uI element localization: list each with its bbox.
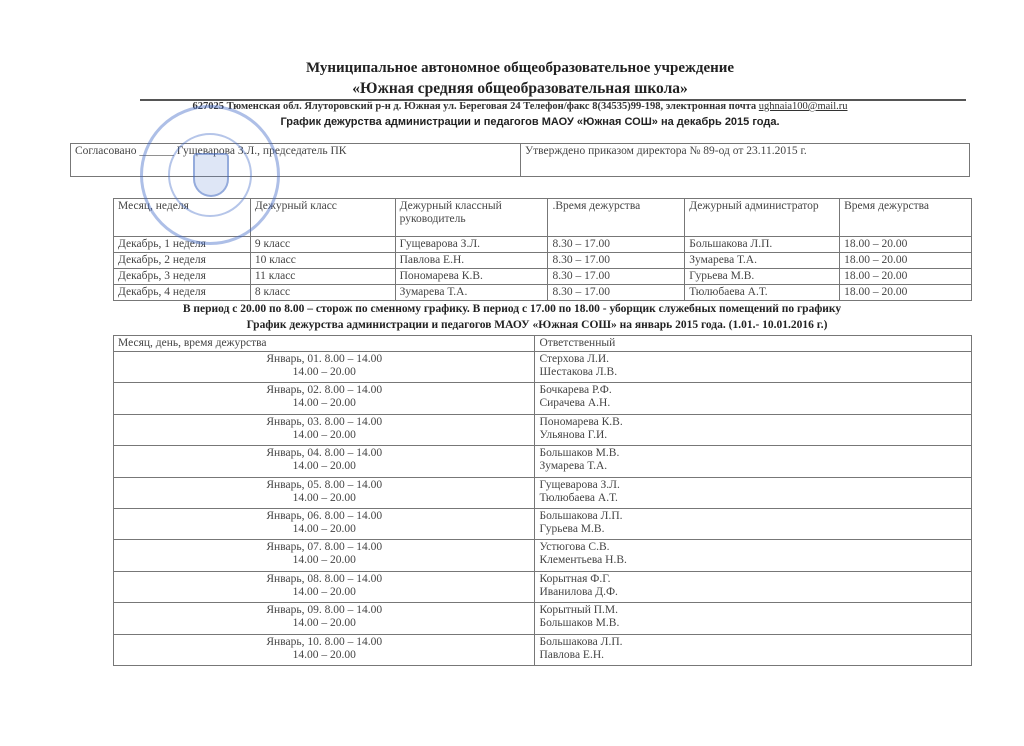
- day-shift: Январь, 09. 8.00 – 14.00: [266, 604, 383, 617]
- responsible-2: Павлова Е.Н.: [539, 648, 604, 661]
- evening-shift: 14.00 – 20.00: [292, 491, 356, 504]
- january-responsible-cell: [535, 634, 972, 665]
- january-time-cell: [114, 446, 535, 477]
- responsible-1: Большаков М.В.: [539, 447, 620, 460]
- table-row: [114, 383, 972, 414]
- january-responsible-cell: [535, 446, 972, 477]
- responsible-1: Большакова Л.П.: [539, 509, 623, 522]
- day-shift: Январь, 07. 8.00 – 14.00: [266, 541, 383, 554]
- december-cell: 18.00 – 20.00: [840, 285, 972, 301]
- table-row: [114, 269, 972, 285]
- evening-shift: 14.00 – 20.00: [292, 428, 356, 441]
- december-header-cell: Дежурный класс: [250, 199, 395, 237]
- responsible-1: Бочкарева Р.Ф.: [539, 384, 612, 397]
- december-header-cell: Дежурный администратор: [685, 199, 840, 237]
- agreed-cell: Согласовано ______ Гущеварова З.Л., председатель ПК: [71, 144, 521, 177]
- responsible-2: Сирачева А.Н.: [539, 397, 611, 410]
- table-row: [114, 414, 972, 445]
- december-cell: Тюлюбаева А.Т.: [685, 285, 840, 301]
- table-row: [114, 285, 972, 301]
- responsible-2: Клементьева Н.В.: [539, 554, 627, 567]
- evening-shift: 14.00 – 20.00: [292, 366, 356, 378]
- evening-shift: 14.00 – 20.00: [292, 617, 356, 630]
- january-responsible-cell: [535, 508, 972, 539]
- december-cell: Зумарева Т.А.: [395, 285, 548, 301]
- january-responsible-cell: [535, 477, 972, 508]
- table-row: [114, 571, 972, 602]
- december-cell: 9 класс: [250, 237, 395, 253]
- address-text: 627025 Тюменская обл. Ялуторовский р-н д. Южная ул. Береговая 24 Телефон/факс 8(34535)99-198, электронная почта: [192, 101, 759, 112]
- org-name: Муниципальное автономное общеобразовательное учреждение: [305, 60, 735, 76]
- table-row: [114, 253, 972, 269]
- evening-shift: 14.00 – 20.00: [292, 460, 356, 473]
- january-responsible-cell: [535, 414, 972, 445]
- responsible-1: Стерхова Л.И.: [539, 353, 610, 365]
- day-shift: Январь, 03. 8.00 – 14.00: [266, 415, 383, 428]
- responsible-2: Зумарева Т.А.: [539, 460, 608, 473]
- address: [0, 101, 1024, 112]
- school-stamp: [140, 105, 280, 245]
- january-time-cell: [114, 571, 535, 602]
- december-cell: Декабрь, 2 неделя: [114, 253, 251, 269]
- january-time-cell: [114, 508, 535, 539]
- responsible-2: Иванилова Д.Ф.: [539, 585, 618, 598]
- evening-shift: 14.00 – 20.00: [292, 554, 356, 567]
- january-responsible-cell: [535, 603, 972, 634]
- responsible-1: Устюгова С.В.: [539, 541, 610, 554]
- december-cell: Павлова Е.Н.: [395, 253, 548, 269]
- january-header-cell: Ответственный: [535, 336, 972, 352]
- day-shift: Январь, 06. 8.00 – 14.00: [266, 509, 383, 522]
- table-row: [114, 540, 972, 571]
- table-row: [114, 352, 972, 383]
- responsible-1: Корытная Ф.Г.: [539, 572, 611, 585]
- december-cell: 8.30 – 17.00: [548, 269, 685, 285]
- december-cell: 18.00 – 20.00: [840, 269, 972, 285]
- day-shift: Январь, 04. 8.00 – 14.00: [266, 447, 383, 460]
- table-row: [114, 477, 972, 508]
- responsible-1: Большакова Л.П.: [539, 635, 623, 648]
- table-row: [114, 603, 972, 634]
- december-cell: 8.30 – 17.00: [548, 237, 685, 253]
- january-time-cell: [114, 603, 535, 634]
- january-time-cell: [114, 383, 535, 414]
- responsible-1: Корытный П.М.: [539, 604, 619, 617]
- december-header-cell: Дежурный классный руководитель: [395, 199, 548, 237]
- approved-cell: Утверждено приказом директора № 89-од от 23.11.2015 г.: [521, 144, 970, 177]
- day-shift: Январь, 02. 8.00 – 14.00: [266, 384, 383, 397]
- december-title: График дежурства администрации и педагогов МАОУ «Южная СОШ» на декабрь 2015 года.: [280, 116, 780, 128]
- january-time-cell: [114, 414, 535, 445]
- january-header-cell: Месяц, день, время дежурства: [114, 336, 535, 352]
- responsible-1: Гущеварова З.Л.: [539, 478, 620, 491]
- december-cell: 18.00 – 20.00: [840, 253, 972, 269]
- january-responsible-cell: [535, 571, 972, 602]
- day-shift: Январь, 01. 8.00 – 14.00: [266, 353, 383, 365]
- december-cell: Гурьева М.В.: [685, 269, 840, 285]
- january-time-cell: [114, 540, 535, 571]
- day-shift: Январь, 10. 8.00 – 14.00: [266, 635, 383, 648]
- december-cell: Декабрь, 3 неделя: [114, 269, 251, 285]
- evening-shift: 14.00 – 20.00: [292, 522, 356, 535]
- day-shift: Январь, 05. 8.00 – 14.00: [266, 478, 383, 491]
- december-cell: Зумарева Т.А.: [685, 253, 840, 269]
- january-time-cell: [114, 477, 535, 508]
- december-cell: Пономарева К.В.: [395, 269, 548, 285]
- december-cell: 8.30 – 17.00: [548, 253, 685, 269]
- january-responsible-cell: [535, 383, 972, 414]
- december-cell: 10 класс: [250, 253, 395, 269]
- evening-shift: 14.00 – 20.00: [292, 648, 356, 661]
- table-row: [114, 237, 972, 253]
- responsible-2: Гурьева М.В.: [539, 522, 605, 535]
- evening-shift: 14.00 – 20.00: [292, 585, 356, 598]
- responsible-2: Шестакова Л.В.: [539, 366, 618, 378]
- table-row: [114, 446, 972, 477]
- december-cell: 11 класс: [250, 269, 395, 285]
- january-responsible-cell: [535, 540, 972, 571]
- january-time-cell: [114, 634, 535, 665]
- responsible-2: Тюлюбаева А.Т.: [539, 491, 618, 504]
- january-responsible-cell: [535, 352, 972, 383]
- january-time-cell: [114, 352, 535, 383]
- school-name: «Южная средняя общеобразовательная школа»: [352, 80, 688, 97]
- table-row: [114, 508, 972, 539]
- responsible-2: Ульянова Г.И.: [539, 428, 608, 441]
- december-header-cell: Месяц, неделя: [114, 199, 251, 237]
- december-cell: 18.00 – 20.00: [840, 237, 972, 253]
- january-table: [113, 335, 972, 666]
- december-cell: Декабрь, 4 неделя: [114, 285, 251, 301]
- december-cell: Большакова Л.П.: [685, 237, 840, 253]
- january-title: График дежурства администрации и педагогов МАОУ «Южная СОШ» на январь 2015 года. (1.01.- 10.01.2016 г.): [246, 319, 828, 331]
- responsible-2: Большаков М.В.: [539, 617, 620, 630]
- december-cell: Гущеварова З.Л.: [395, 237, 548, 253]
- responsible-1: Пономарева К.В.: [539, 415, 623, 428]
- table-row: [114, 634, 972, 665]
- december-header-cell: Время дежурства: [840, 199, 972, 237]
- day-shift: Январь, 08. 8.00 – 14.00: [266, 572, 383, 585]
- email-link[interactable]: ughnaia100@mail.ru: [758, 101, 848, 112]
- december-cell: 8.30 – 17.00: [548, 285, 685, 301]
- duty-note: В период с 20.00 по 8.00 – сторож по сменному графику. В период с 17.00 по 18.00 - уборщик служебных помещений по графику: [182, 303, 842, 315]
- evening-shift: 14.00 – 20.00: [292, 397, 356, 410]
- december-cell: 8 класс: [250, 285, 395, 301]
- december-cell: Декабрь, 1 неделя: [114, 237, 251, 253]
- coat-of-arms-icon: [193, 153, 229, 197]
- december-header-cell: .Время дежурства: [548, 199, 685, 237]
